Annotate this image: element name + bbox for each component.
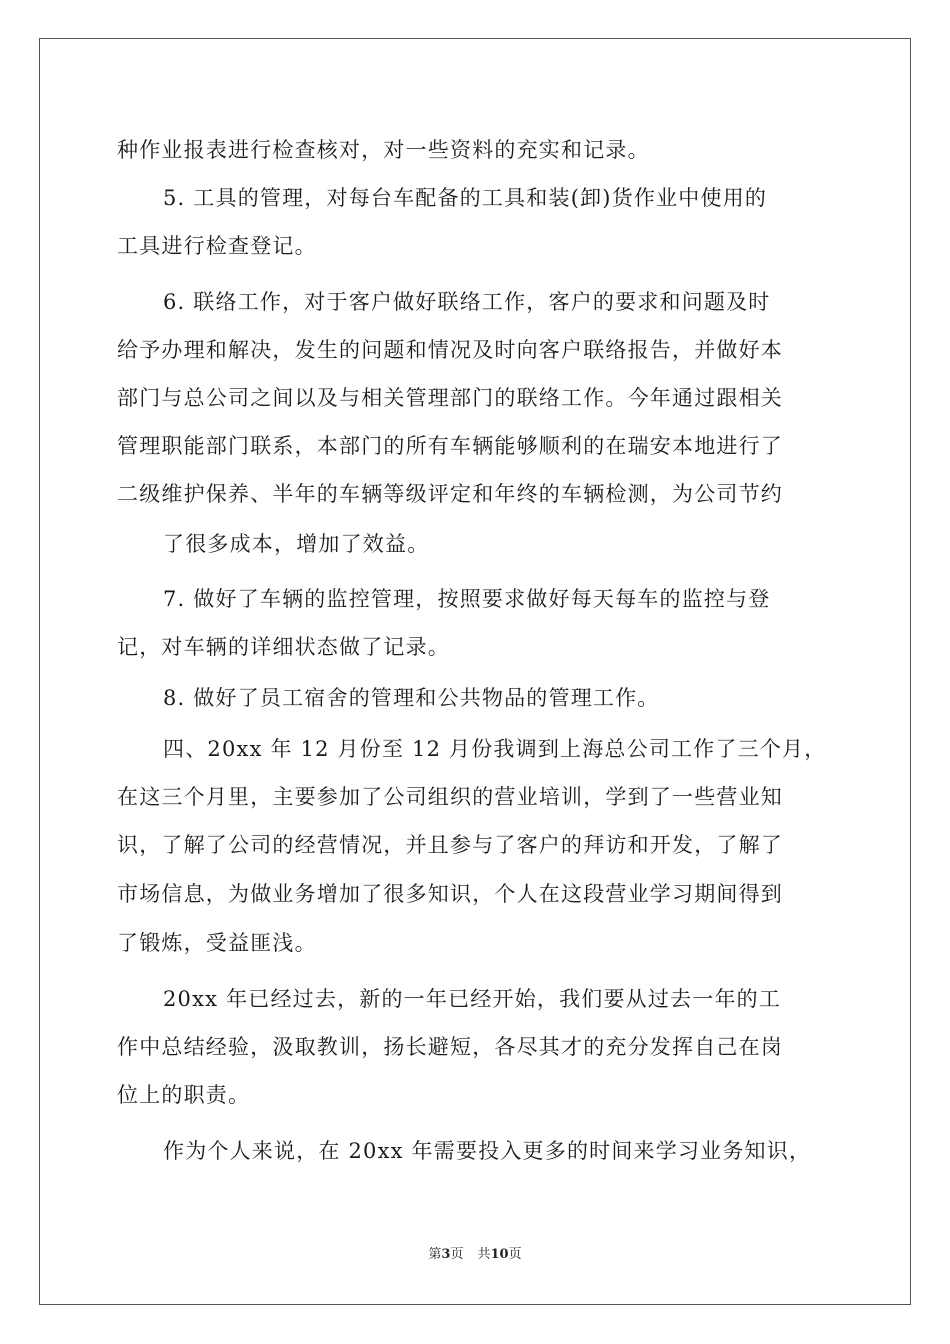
text-line-16: 市场信息，为做业务增加了很多知识，个人在这段营业学习期间得到 bbox=[117, 882, 783, 906]
text-line-7: 管理职能部门联系，本部门的所有车辆能够顺利的在瑞安本地进行了 bbox=[117, 434, 783, 458]
footer-total-prefix: 共 bbox=[477, 1247, 491, 1262]
text-line-17: 了锻炼，受益匪浅。 bbox=[117, 931, 317, 955]
text-line-13: 四、20xx 年 12 月份至 12 月份我调到上海总公司工作了三个月， bbox=[163, 737, 827, 761]
text-line-12: 8. 做好了员工宿舍的管理和公共物品的管理工作。 bbox=[163, 686, 660, 710]
footer-page-prefix: 第 bbox=[428, 1247, 442, 1262]
text-line-20: 位上的职责。 bbox=[117, 1083, 251, 1107]
text-line-3: 工具进行检查登记。 bbox=[117, 234, 317, 258]
text-line-11: 记，对车辆的详细状态做了记录。 bbox=[117, 635, 450, 659]
text-line-2: 5. 工具的管理，对每台车配备的工具和装(卸)货作业中使用的 bbox=[163, 186, 768, 210]
text-line-19: 作中总结经验，汲取教训，扬长避短，各尽其才的充分发挥自己在岗 bbox=[117, 1035, 783, 1059]
text-line-18: 20xx 年已经过去，新的一年已经开始，我们要从过去一年的工 bbox=[163, 987, 782, 1011]
text-line-21: 作为个人来说，在 20xx 年需要投入更多的时间来学习业务知识， bbox=[163, 1139, 812, 1163]
text-line-1: 种作业报表进行检查核对，对一些资料的充实和记录。 bbox=[117, 138, 650, 162]
page-border bbox=[39, 38, 911, 1305]
text-line-14: 在这三个月里，主要参加了公司组织的营业培训，学到了一些营业知 bbox=[117, 785, 783, 809]
text-line-15: 识，了解了公司的经营情况，并且参与了客户的拜访和开发，了解了 bbox=[117, 833, 783, 857]
text-line-4: 6. 联络工作，对于客户做好联络工作，客户的要求和问题及时 bbox=[163, 290, 771, 314]
text-line-5: 给予办理和解决，发生的问题和情况及时向客户联络报告，并做好本 bbox=[117, 338, 783, 362]
text-line-9: 了很多成本，增加了效益。 bbox=[163, 532, 430, 556]
text-line-10: 7. 做好了车辆的监控管理，按照要求做好每天每车的监控与登 bbox=[163, 587, 771, 611]
text-line-6: 部门与总公司之间以及与相关管理部门的联络工作。今年通过跟相关 bbox=[117, 386, 783, 410]
footer-total-number: 10 bbox=[490, 1247, 509, 1262]
footer-total-unit: 页 bbox=[508, 1247, 522, 1262]
footer-page-unit: 页 bbox=[450, 1247, 464, 1262]
text-line-8: 二级维护保养、半年的车辆等级评定和年终的车辆检测，为公司节约 bbox=[117, 482, 783, 506]
page-footer bbox=[0, 1247, 950, 1263]
footer-page-number: 3 bbox=[441, 1247, 451, 1262]
